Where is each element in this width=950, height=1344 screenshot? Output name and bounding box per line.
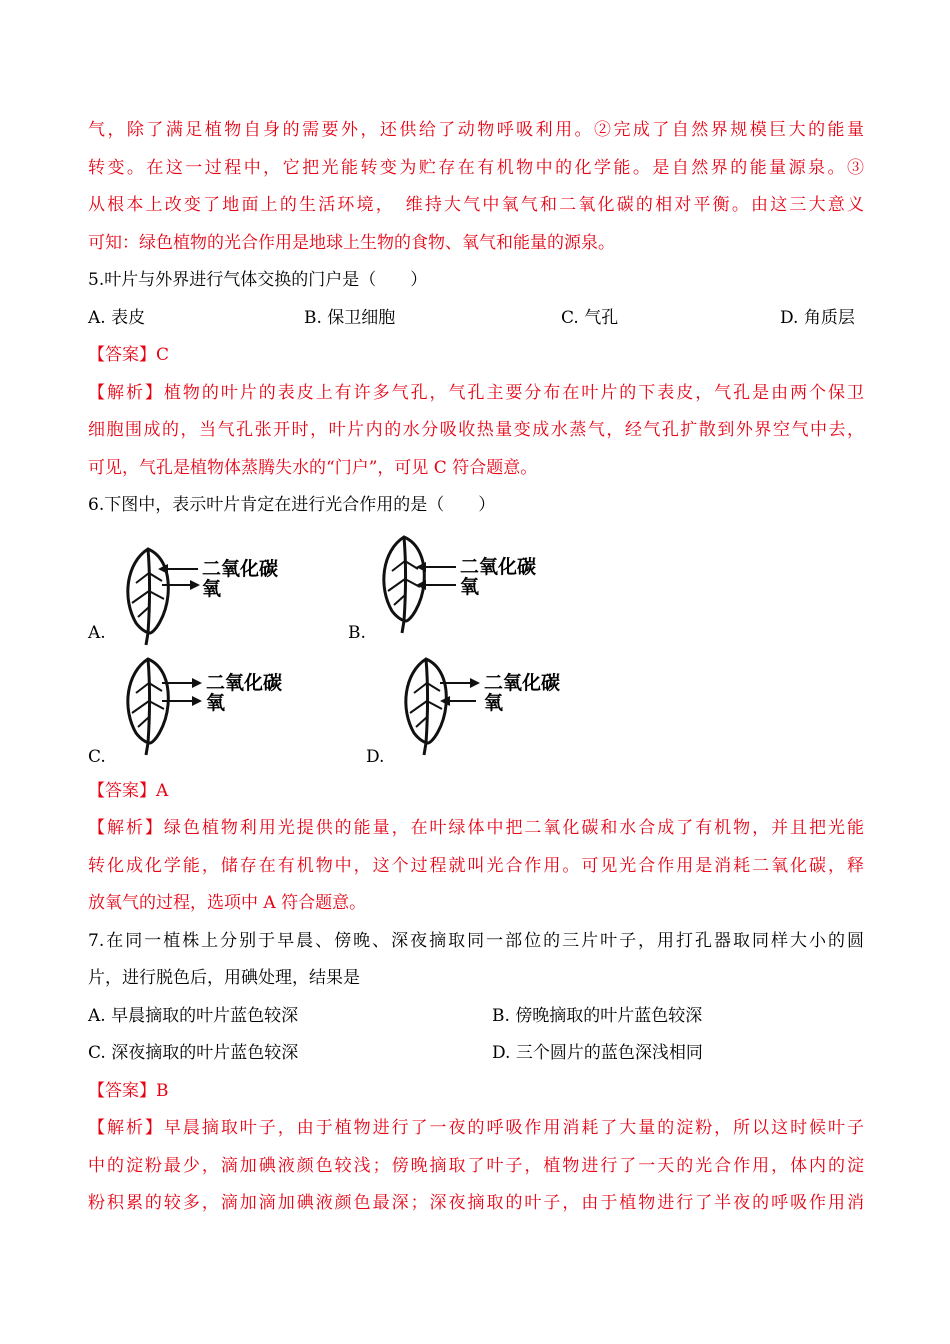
leaf-diagram-c xyxy=(118,653,318,757)
q7-option-c: C. 深夜摘取的叶片蓝色较深 xyxy=(88,1043,299,1063)
gas2-label: 氧 xyxy=(206,691,226,714)
figure-option-b xyxy=(348,525,598,649)
q7-analysis-line: 粉积累的较多，滴加滴加碘液颜色最深；深夜摘取的叶子，由于植物进行了半夜的呼吸作用消 xyxy=(88,1193,864,1213)
q7-stem-line: 片，进行脱色后，用碘处理，结果是 xyxy=(88,968,360,988)
intro-line: 从根本上改变了地面上的生活环境， 维持大气中氧气和二氧化碳的相对平衡。由这三大意义 xyxy=(88,195,864,215)
figure-option-a xyxy=(88,525,338,649)
figure-label: A. xyxy=(88,622,106,643)
q5-option-b: B. 保卫细胞 xyxy=(304,307,396,328)
q6-analysis-line: 放氧气的过程，选项中 A 符合题意。 xyxy=(88,893,367,913)
gas2-label: 氧 xyxy=(202,577,222,600)
q5-option-d: D. 角质层 xyxy=(780,307,855,328)
gas2-label: 氧 xyxy=(460,575,480,598)
q6-analysis-line: 转化成化学能，储存在有机物中，这个过程就叫光合作用。可见光合作用是消耗二氧化碳，释 xyxy=(88,855,864,876)
q5-stem: 5.叶片与外界进行气体交换的门户是（ ） xyxy=(88,270,428,290)
q5-analysis-line: 【解析】植物的叶片的表皮上有许多气孔，气孔主要分布在叶片的下表皮，气孔是由两个保卫 xyxy=(88,382,864,403)
q6-stem: 6.下图中，表示叶片肯定在进行光合作用的是（ ） xyxy=(88,495,496,515)
q7-analysis-line: 中的淀粉最少，滴加碘液颜色较浅；傍晚摘取了叶子，植物进行了一天的光合作用，体内的淀 xyxy=(88,1155,864,1176)
figure-label: B. xyxy=(348,622,366,643)
q7-options-row xyxy=(88,1035,864,1073)
q7-option-a: A. 早晨摘取的叶片蓝色较深 xyxy=(88,1005,299,1026)
q5-analysis-line: 可见，气孔是植物体蒸腾失水的“门户”，可见 C 符合题意。 xyxy=(88,457,538,478)
q7-stem-line: 7.在同一植株上分别于早晨、傍晚、深夜摘取同一部位的三片叶子，用打孔器取同样大小的圆 xyxy=(88,930,864,951)
q6-figure-row xyxy=(88,525,864,649)
q5-options xyxy=(88,300,864,338)
figure-option-c xyxy=(88,649,338,773)
q6-answer: 【答案】A xyxy=(88,780,169,801)
gas1-label: 二氧化碳 xyxy=(484,671,561,694)
gas1-label: 二氧化碳 xyxy=(206,671,283,694)
q7-answer: 【答案】B xyxy=(88,1080,169,1101)
q6-analysis-line: 【解析】绿色植物利用光提供的能量，在叶绿体中把二氧化碳和水合成了有机物，并且把光能 xyxy=(88,818,864,838)
intro-line: 转变。在这一过程中，它把光能转变为贮存在有机物中的化学能。是自然界的能量源泉。③ xyxy=(88,157,864,178)
q7-analysis-line: 【解析】早晨摘取叶子，由于植物进行了一夜的呼吸作用消耗了大量的淀粉，所以这时候叶子 xyxy=(88,1118,864,1138)
q5-answer: 【答案】C xyxy=(88,345,170,365)
intro-line: 气，除了满足植物自身的需要外，还供给了动物呼吸利用。②完成了自然界规模巨大的能量 xyxy=(88,120,864,140)
leaf-diagram-b xyxy=(368,533,568,637)
leaf-diagram-a xyxy=(118,543,318,647)
q5-option-a: A. 表皮 xyxy=(88,307,146,328)
q7-option-b: B. 傍晚摘取的叶片蓝色较深 xyxy=(492,1005,703,1026)
leaf-diagram-d xyxy=(396,653,596,757)
gas2-label: 氧 xyxy=(484,691,504,714)
q7-option-d: D. 三个圆片的蓝色深浅相同 xyxy=(492,1043,703,1063)
gas1-label: 二氧化碳 xyxy=(460,555,537,578)
q7-options-row xyxy=(88,998,864,1036)
gas1-label: 二氧化碳 xyxy=(202,557,279,580)
figure-option-d xyxy=(366,649,616,773)
q5-analysis-line: 细胞围成的，当气孔张开时，叶片内的水分吸收热量变成水蒸气，经气孔扩散到外界空气中去， xyxy=(88,420,864,440)
figure-label: D. xyxy=(366,746,385,767)
intro-line: 可知：绿色植物的光合作用是地球上生物的食物、氧气和能量的源泉。 xyxy=(88,232,615,253)
document-page xyxy=(88,112,864,1223)
q5-option-c: C. 气孔 xyxy=(561,307,619,328)
q6-figure-row xyxy=(88,649,864,773)
figure-label: C. xyxy=(88,746,106,767)
